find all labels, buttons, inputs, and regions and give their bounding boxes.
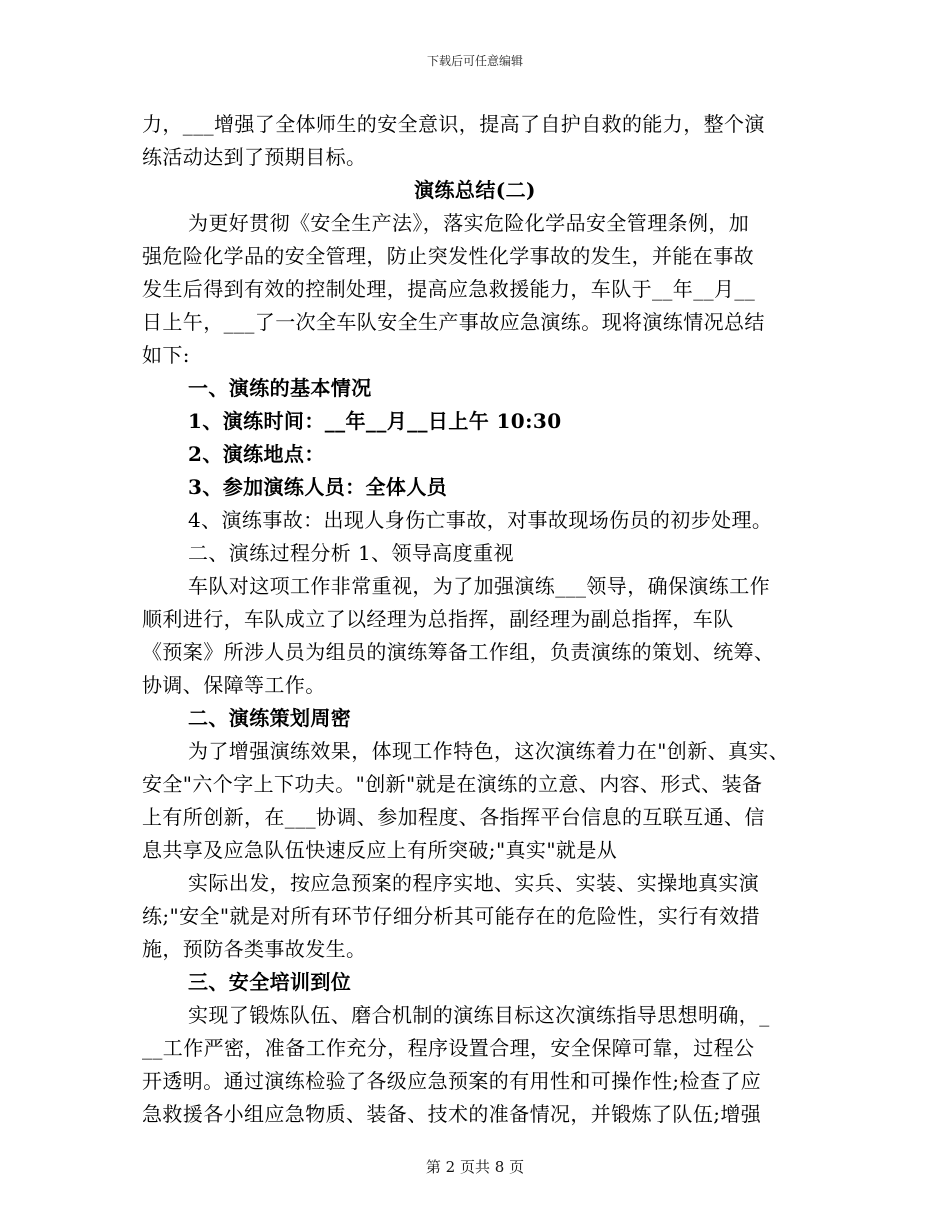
paragraph-line: 安全"六个字上下功夫。"创新"就是在演练的立意、内容、形式、装备 (142, 772, 763, 796)
paragraph-line: 施，预防各类事故发生。 (142, 937, 367, 961)
paragraph-line: 息共享及应急队伍快速反应上有所突破;"真实"就是从 (142, 838, 618, 862)
paragraph-line: 上有所创新，在___协调、参加程度、各指挥平台信息的互联互通、信 (142, 805, 765, 829)
heading: 一、演练的基本情况 (188, 376, 372, 400)
paragraph-line: 如下: (142, 343, 190, 367)
paragraph-line: 力，___增强了全体师生的安全意识，提高了自护自救的能力，整个演 (142, 112, 765, 136)
heading: 2、演练地点： (188, 442, 325, 466)
paragraph-line: 顺利进行，车队成立了以经理为总指挥，副经理为副总指挥，车队 (142, 607, 734, 631)
paragraph-line: 练活动达到了预期目标。 (142, 145, 367, 169)
section-title: 演练总结(二) (414, 178, 536, 202)
page-header: 下载后可任意编辑 (426, 54, 523, 68)
paragraph-line: 练;"安全"就是对所有环节仔细分析其可能存在的危险性，实行有效措 (142, 904, 760, 928)
paragraph-line: 二、演练过程分析 1、领导高度重视 (188, 541, 514, 565)
paragraph-line: 实际出发，按应急预案的程序实地、实兵、实装、实操地真实演 (188, 871, 760, 895)
paragraph-line: 实现了锻炼队伍、磨合机制的演练目标这次演练指导思想明确，_ (188, 1003, 770, 1027)
paragraph-line: 协调、保障等工作。 (142, 673, 326, 697)
paragraph-line: 发生后得到有效的控制处理，提高应急救援能力，车队于__年__月__ (142, 277, 756, 301)
heading: 1、演练时间：__年__月__日上午 10:30 (188, 409, 562, 433)
paragraph-line: 强危险化学品的安全管理，防止突发性化学事故的发生，并能在事故 (142, 244, 754, 268)
paragraph-line: 车队对这项工作非常重视，为了加强演练___领导，确保演练工作 (188, 574, 770, 598)
heading: 3、参加演练人员：全体人员 (188, 475, 448, 499)
paragraph-line: __工作严密，准备工作充分，程序设置合理，安全保障可靠，过程公 (142, 1036, 755, 1060)
paragraph-line: 为更好贯彻《安全生产法》，落实危险化学品安全管理条例，加 (188, 211, 750, 235)
paragraph-line: 开透明。通过演练检验了各级应急预案的有用性和可操作性;检查了应 (142, 1069, 762, 1093)
paragraph-line: 《预案》所涉人员为组员的演练筹备工作组，负责演练的策划、统筹、 (142, 640, 775, 664)
paragraph-line: 急救援各小组应急物质、装备、技术的准备情况，并锻炼了队伍;增强 (142, 1102, 762, 1126)
heading: 二、演练策划周密 (188, 706, 352, 730)
heading: 三、安全培训到位 (188, 970, 352, 994)
page-footer: 第 2 页共 8 页 (425, 1158, 525, 1176)
paragraph-line: 4、演练事故：出现人身伤亡事故，对事故现场伤员的初步处理。 (188, 508, 773, 532)
paragraph-line: 日上午，___了一次全车队安全生产事故应急演练。现将演练情况总结 (142, 310, 765, 334)
paragraph-line: 为了增强演练效果，体现工作特色，这次演练着力在"创新、真实、 (188, 739, 790, 763)
